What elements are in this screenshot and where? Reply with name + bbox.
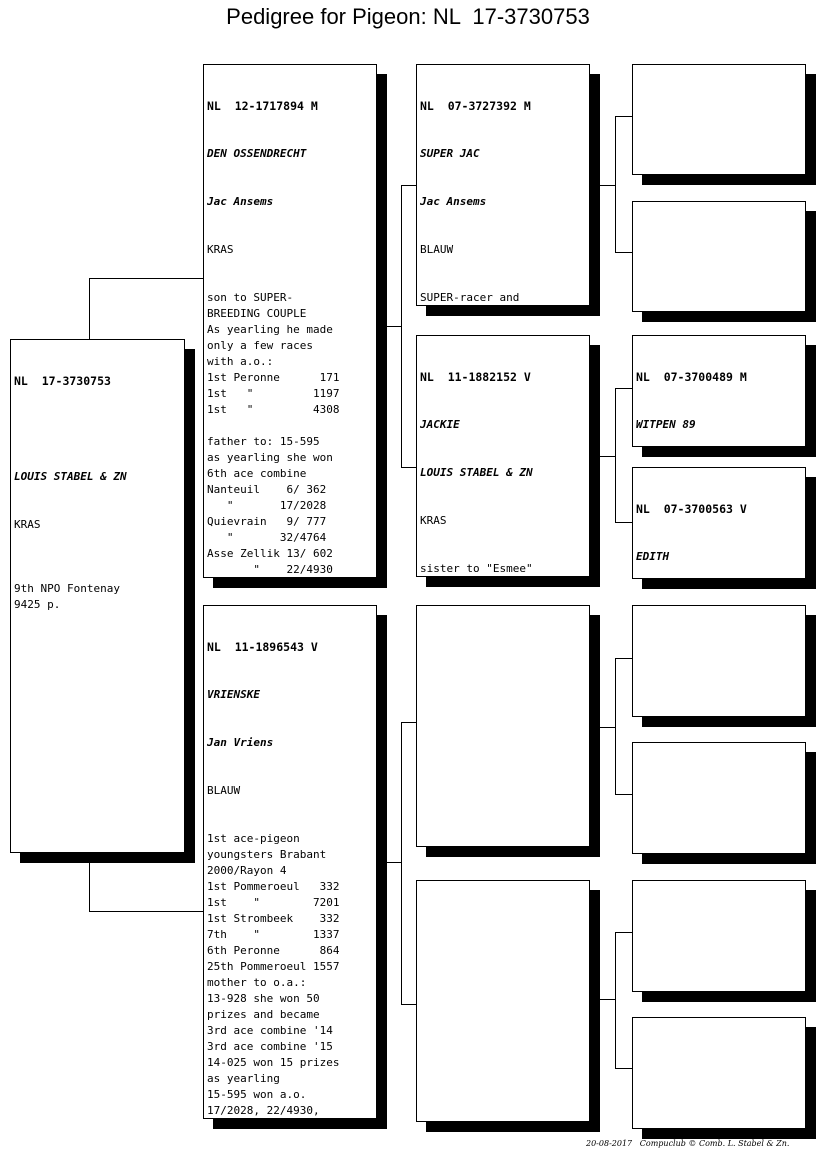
note-line: " 22/4930 — [207, 563, 333, 575]
subject-pigeon-card — [10, 339, 185, 853]
note-line: 1st Peronne 171 — [207, 371, 340, 384]
connector-line — [615, 932, 616, 1069]
mother-card — [203, 605, 377, 1119]
print-date: 20-08-2017 — [586, 1139, 633, 1148]
connector-line — [615, 658, 616, 795]
connector-line — [589, 999, 616, 1000]
note-line: as yearling she won — [207, 451, 333, 464]
connector-line — [615, 388, 632, 389]
note-line: 15-595 won a.o. — [207, 1088, 307, 1101]
note-line: " 32/4764 — [207, 531, 327, 544]
breeder-name: Jac Ansems — [420, 195, 487, 208]
connector-line — [376, 326, 402, 327]
pigeon-name: SUPER JAC — [420, 147, 480, 160]
note-line: 1st Pommeroeul 332 — [207, 880, 340, 893]
pigeon-notes — [420, 290, 587, 303]
note-line: Asse Zellik 13/ 602 — [207, 547, 333, 560]
note-line: 14-025 won 15 prizes — [207, 1056, 340, 1069]
great-grandmother-edith-card — [632, 467, 806, 579]
pigeon-name: EDITH — [636, 550, 670, 563]
pigeon-name: WITPEN 89 — [636, 418, 696, 431]
breeder-name: LOUIS STABEL & ZN — [14, 470, 127, 483]
connector-line — [615, 388, 616, 523]
note-line: father to: 15-595 — [207, 435, 320, 448]
breeder-name: Jan Vriens — [207, 736, 274, 749]
ring-number: NL 12-1717894 M — [207, 99, 318, 113]
maternal-grandmother-card — [416, 880, 590, 1122]
breeder-name: LOUIS STABEL & ZN — [420, 466, 533, 479]
note-line: 3rd ace combine '14 — [207, 1024, 333, 1037]
note-line: 9th NPO Fontenay — [14, 582, 120, 595]
note-line: 2000/Rayon 4 — [207, 864, 287, 877]
pigeon-name: VRIENSKE — [207, 688, 260, 701]
paternal-grandfather-card — [416, 64, 590, 306]
note-line: sister to "Esmee" — [420, 562, 533, 574]
pigeon-name: JACKIE — [420, 418, 460, 431]
note-line: 17/2028, 22/4930, — [207, 1104, 320, 1116]
note-line: Quievrain 9/ 777 — [207, 515, 327, 528]
connector-line — [401, 467, 417, 468]
paternal-grandmother-card — [416, 335, 590, 577]
great-grandparent-card — [632, 201, 806, 312]
pigeon-name — [14, 421, 182, 437]
connector-line — [615, 932, 632, 933]
connector-line — [615, 794, 632, 795]
pigeon-color: BLAUW — [420, 243, 454, 256]
connector-line — [615, 658, 632, 659]
connector-line — [376, 862, 402, 863]
note-line: 1st " 7201 — [207, 896, 340, 909]
ring-number: NL 17-3730753 — [14, 374, 111, 388]
ring-number: NL 07-3727392 M — [420, 99, 531, 113]
credit-text: Compuclub © Comb. L. Stabel & Zn. — [639, 1139, 790, 1148]
connector-line — [589, 456, 616, 457]
page-title: Pedigree for Pigeon: NL 17-3730753 — [226, 4, 590, 29]
connector-line — [589, 727, 616, 728]
note-line: 6th Peronne 864 — [207, 944, 340, 957]
note-line — [207, 418, 374, 434]
note-line: youngsters Brabant — [207, 848, 327, 861]
maternal-grandfather-card — [416, 605, 590, 847]
great-grandparent-card — [632, 742, 806, 854]
note-line: 13-928 she won 50 — [207, 992, 320, 1005]
note-line: with a.o.: — [207, 355, 274, 368]
note-line: Nanteuil 6/ 362 — [207, 483, 327, 496]
great-grandparent-card — [632, 605, 806, 717]
pigeon-notes — [207, 831, 374, 1116]
note-line: prizes and became — [207, 1008, 320, 1021]
note-line: 7th " 1337 — [207, 928, 340, 941]
connector-line — [615, 116, 632, 117]
ring-number: NL 07-3700563 V — [636, 502, 747, 516]
note-line: mother to o.a.: — [207, 976, 307, 989]
note-line: 1st " 1197 — [207, 387, 340, 400]
note-line: as yearling — [207, 1072, 280, 1085]
connector-line — [89, 911, 204, 912]
connector-line — [589, 185, 616, 186]
footer — [586, 1139, 789, 1148]
pigeon-notes — [207, 290, 374, 575]
connector-line — [401, 185, 417, 186]
connector-line — [615, 116, 616, 253]
note-line: 25th Pommeroeul 1557 — [207, 960, 340, 973]
ring-number: NL 11-1896543 V — [207, 640, 318, 654]
pigeon-name: DEN OSSENDRECHT — [207, 147, 307, 160]
connector-line — [89, 278, 204, 279]
great-grandfather-witpen-card — [632, 335, 806, 447]
note-line: BREEDING COUPLE — [207, 307, 307, 320]
note-line: 1st Strombeek 332 — [207, 912, 340, 925]
connector-line — [401, 1004, 417, 1005]
pigeon-color: KRAS — [420, 514, 447, 527]
great-grandparent-card — [632, 1017, 806, 1129]
ring-number: NL 11-1882152 V — [420, 370, 531, 384]
pigeon-color: BLAUW — [207, 784, 241, 797]
great-grandparent-card — [632, 64, 806, 175]
connector-line — [615, 1068, 632, 1069]
pigeon-notes — [420, 561, 587, 574]
connector-line — [401, 185, 402, 468]
connector-line — [401, 722, 402, 1005]
note-line — [14, 565, 182, 581]
note-line: SUPER-racer and — [420, 291, 520, 303]
note-line: son to SUPER- — [207, 291, 294, 304]
connector-line — [89, 852, 90, 912]
breeder-name: Jac Ansems — [207, 195, 274, 208]
note-line: 9425 p. — [14, 598, 61, 611]
connector-line — [615, 522, 632, 523]
connector-line — [615, 252, 632, 253]
note-line: As yearling he made — [207, 323, 333, 336]
note-line: " 17/2028 — [207, 499, 327, 512]
note-line: 3rd ace combine '15 — [207, 1040, 333, 1053]
pigeon-color: KRAS — [14, 518, 41, 531]
note-line: 1st ace-pigeon — [207, 832, 300, 845]
ring-number: NL 07-3700489 M — [636, 370, 747, 384]
connector-line — [89, 278, 90, 340]
note-line: 1st " 4308 — [207, 403, 340, 416]
connector-line — [401, 722, 417, 723]
note-line: only a few races — [207, 339, 313, 352]
great-grandparent-card — [632, 880, 806, 992]
note-line: 6th ace combine — [207, 467, 307, 480]
pigeon-notes — [14, 565, 182, 613]
father-card — [203, 64, 377, 578]
pigeon-color: KRAS — [207, 243, 234, 256]
